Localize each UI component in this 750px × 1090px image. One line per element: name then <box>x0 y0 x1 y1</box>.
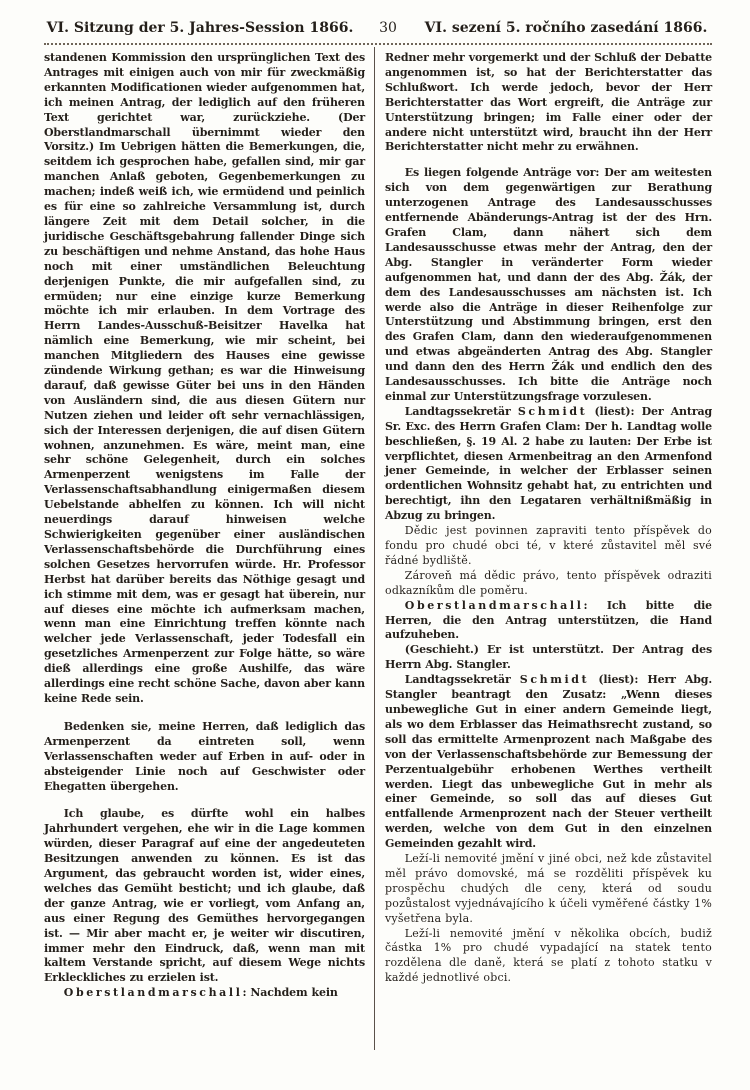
speech-text: (liest): Herr Abg. Stangler beantragt den Zusatz: „Wenn dieses unbewegliche Gut in einer andern Gemeinde liegt, als wo dem Erblasser das Heimathsrecht zustand, so soll das ermittelte Armenprozent nach Maßgabe des von der Verlassenschaftsbehörde zur Bemessung der Perzentualgebühr erhobenen Werthes vertheilt werden. Liegt das unbewegliche Gut in mehr als einer Gemeinde, so soll das auf dieses Gut entfallende Armenprozent nach der Steuer vertheilt werden, welche von dem Gut in den einzelnen Gemeinden gezahlt wird. <box>385 673 712 851</box>
paragraph: Zároveň má dědic právo, tento příspěvek odraziti odkazníkům dle poměru. <box>385 568 712 597</box>
paragraph <box>385 599 712 644</box>
paragraph: Leží-li nemovité jmění v několika obcích, budiž částka 1% pro chudé vypadající na statek tento rozdělena dle daně, která se platí z tohoto statku v každé jednotlivé obci. <box>385 926 712 985</box>
header-right-title: VI. sezení 5. ročního zasedání 1866. <box>424 20 708 36</box>
speech-text: : Ich bitte die Herren, die den Antrag unterstützen, die Hand aufzuheben. <box>385 598 712 642</box>
paragraph: Es liegen folgende Anträge vor: Der am weitesten sich von dem gegenwärtigen zur Berathung unterzogenen Antrage des Landesausschusses entfernende Abänderungs-Antrag ist der des Hrn. Grafen Clam, dann nähert sich dem Landesausschusse etwas mehr der Antrag, den der Abg. Stangler in veränderter Form wieder aufgenommen hat, und dann der des Abg. Žák, der dem des Landesausschusses am nächsten ist. Ich werde also die Anträge in dieser Reihenfolge zur Unterstützung und Abstimmung bringen, erst den des Grafen Clam, dann den wiederaufgenommenen und etwas abgeänderten Antrag des Abg. Stangler und dann den des Herrn Žák und endlich den des Landesausschusses. Ich bitte die Anträge noch einmal zur Unterstützungsfrage vorzulesen. <box>385 166 712 403</box>
speaker-role: Landtagssekretär <box>404 673 520 687</box>
speaker-name: Oberstlandmarschall <box>404 598 584 612</box>
speaker-role: Landtagssekretär <box>404 404 518 418</box>
speaker-name: Oberstlandmarschall <box>63 986 243 1000</box>
page-number: 30 <box>379 20 397 36</box>
paragraph: Redner mehr vorgemerkt und der Schluß der Debatte angenommen ist, so hat der Berichterstatter das Schlußwort. Ich werde jedoch, bevor der Herr Berichterstatter das Wort ergreift, die Anträge zur Unterstützung bringen; im Falle einer oder der andere nicht unterstützt wird, braucht ihn der Herr Berichterstatter nicht mehr zu erwähnen. <box>385 51 712 154</box>
paragraph: standenen Kommission den ursprünglichen Text des Antrages mit einigen auch von mir für zweckmäßig erkannten Modificationen wieder aufgenommen hat, ich meinen Antrag, der lediglich auf den früheren Text gerichtet war, zurückziehe. (Der Oberstlandmarschall übernimmt wieder den Vorsitz.) Im Uebrigen hätten die Bemerkungen, die, seitdem ich gesprochen habe, gefallen sind, mir gar manchen Anlaß geboten, Gegenbemerkungen zu machen; indeß weiß ich, wie ermüdend und peinlich es für eine so zahlreiche Versammlung ist, durch längere Zeit mit dem Detail solcher, in die juridische Geschäftsgebahrung fallender Dinge sich zu beschäftigen und nehme Anstand, das hohe Haus noch mit einer umständlichen Beleuchtung derjenigen Punkte, die mir aufgefallen sind, zu ermüden; nur eine einzige kurze Bemerkung möchte ich mir erlauben. In dem Vortrage des Herrn Landes-Ausschuß-Beisitzer Havelka hat nämlich eine Bemerkung, wie mir scheint, bei manchen Mitgliedern des Hauses eine gewisse zündende Wirkung gethan; es war die Hinweisung darauf, daß gewisse Güter bei uns in den Händen von Ausländern sind, die aus diesen Gütern nur Nutzen ziehen und leider oft sehr vernachlässigen, sich der Interessen derjenigen, die auf disen Gütern wohnen, anzunehmen. Es wäre, meint man, eine sehr schöne Gelegenheit, durch ein solches Armenperzent wenigstens im Falle der Verlassenschaftsabhandlung einigermaßen diesem Uebelstande abhelfen zu können. Ich will nicht neuerdings darauf hinweisen welche Schwierigkeiten gegenüber einer ausländischen Verlassenschaftsbehörde die Durchführung eines solchen Gesetzes hervorrufen würde. Hr. Professor Herbst hat darüber bereits das Nöthige gesagt und ich stimme mit dem, was er gesagt hat überein, nur auf dieses eine möchte ich aufmerksam machen, wenn man eine Einrichtung treffen könnte nach welcher jede Verlassenschaft, jeder Todesfall ein gesetzliches Armenperzent zur Folge hätte, so wäre dieß allerdings eine große Aushilfe, das wäre allerdings eine recht schöne Sache, davon aber kann keine Rede sein. <box>44 51 365 705</box>
page-header <box>44 20 712 36</box>
paragraph <box>385 405 712 524</box>
header-left-title: VI. Sitzung der 5. Jahres-Session 1866. <box>46 20 354 36</box>
speech-text: : Nachdem kein <box>242 986 338 1000</box>
right-column <box>375 45 712 1050</box>
speaker-name: Schmidt <box>519 673 590 687</box>
paragraph: Leží-li nemovité jmění v jiné obci, než kde zůstavitel měl právo domovské, má se rozděliti příspěvek ku prospěchu chudých dle ceny, která od soudu pozůstalost vyjednávajícího k účeli vyměřené částky 1% vyšetřena byla. <box>385 852 712 925</box>
paragraph: Bedenken sie, meine Herren, daß lediglich das Armenperzent da eintreten soll, wenn Verlassenschaften weder auf Erben in auf- oder in absteigender Linie noch auf Geschwister oder Ehegatten übergehen. <box>44 719 365 793</box>
paragraph: (Geschieht.) Er ist unterstützt. Der Antrag des Herrn Abg. Stangler. <box>385 643 712 672</box>
paragraph: Dědic jest povinnen zapraviti tento příspěvek do fondu pro chudé obci té, v které zůstavitel měl své řádné bydliště. <box>385 524 712 567</box>
speech-text: (liest): Der Antrag Sr. Exc. des Herrn Grafen Clam: Der h. Landtag wolle beschließen, §. 19 Al. 2 habe zu lauten: Der Erbe ist verpflichtet, diesen Armenbeitrag an den Armenfond jener Gemeinde, in welcher der Erblasser seinen ordentlichen Wohnsitz gehabt hat, zu entrichten und berechtigt, ihn den Legataren verhältnißmäßig in Abzug zu bringen. <box>385 404 712 523</box>
paragraph <box>385 673 712 852</box>
paragraph <box>44 986 365 1001</box>
paragraph: Ich glaube, es dürfte wohl ein halbes Jahrhundert vergehen, ehe wir in die Lage kommen würden, dieser Paragraf auf eine der angedeuteten Besitzungen anwenden zu können. Es ist das Argument, das gebraucht worden ist, wider eines, welches das Gemüht besticht; und ich glaube, daß der ganze Antrag, wie er vorliegt, vom Anfang an, aus einer Regung des Gemüthes hervorgegangen ist. — Mir aber macht er, je weiter wir discutiren, immer mehr den Eindruck, daß, wenn man mit kaltem Verstande spricht, auf diesem Wege nichts Erkleckliches zu erzielen ist. <box>44 807 365 985</box>
speaker-name: Schmidt <box>517 404 588 418</box>
left-column <box>44 45 374 1050</box>
text-columns <box>44 45 712 1050</box>
